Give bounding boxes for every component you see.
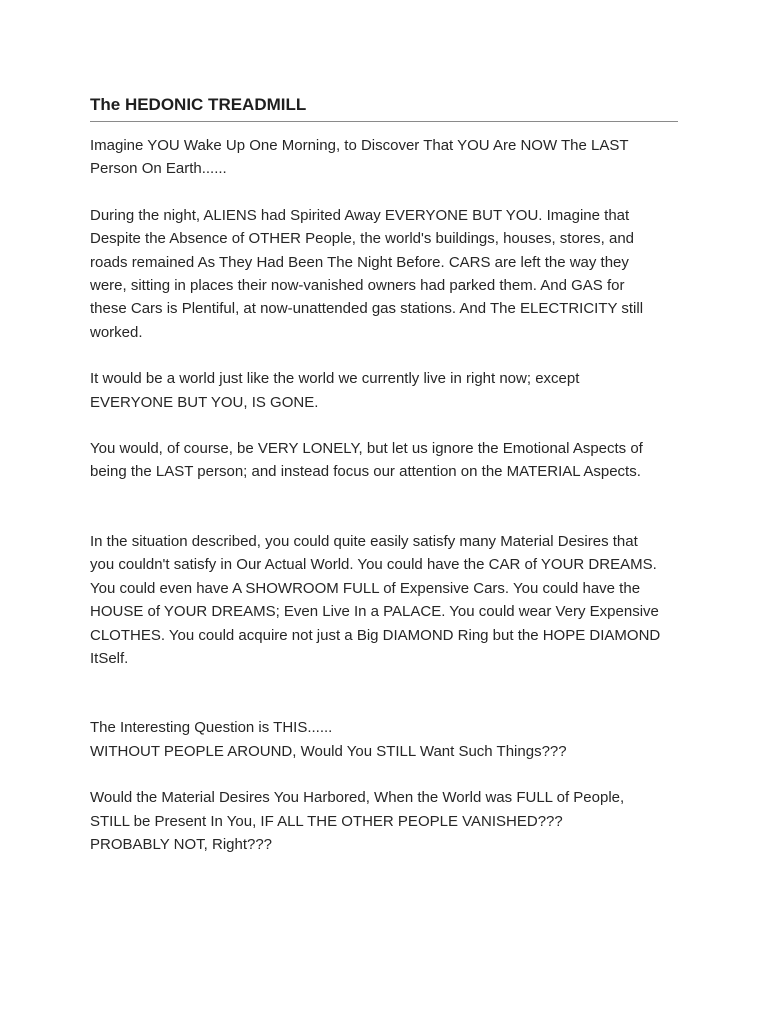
paragraph-line: STILL be Present In You, IF ALL THE OTHER PEOPLE VANISHED??? <box>90 812 563 830</box>
paragraph-line: were, sitting in places their now-vanished owners had parked them. And GAS for <box>90 277 625 295</box>
paragraph-line: being the LAST person; and instead focus our attention on the MATERIAL Aspects. <box>90 463 641 481</box>
paragraph-line: During the night, ALIENS had Spirited Away EVERYONE BUT YOU. Imagine that <box>90 206 630 224</box>
paragraph-world <box>90 367 678 414</box>
paragraph-line: Person On Earth...... <box>90 160 227 178</box>
paragraph-line: It would be a world just like the world we currently live in right now; except <box>90 370 580 388</box>
paragraph-aliens <box>90 204 678 344</box>
paragraph-desires <box>90 530 678 670</box>
document-page <box>90 94 678 856</box>
paragraph-line: worked. <box>90 323 143 341</box>
document-title: The HEDONIC TREADMILL <box>90 94 678 122</box>
paragraph-intro <box>90 134 678 181</box>
paragraph-line: HOUSE of YOUR DREAMS; Even Live In a PALACE. You could wear Very Expensive <box>90 603 659 621</box>
paragraph-line: In the situation described, you could quite easily satisfy many Material Desires that <box>90 532 638 550</box>
paragraph-lonely <box>90 437 678 484</box>
paragraph-line: roads remained As They Had Been The Night Before. CARS are left the way they <box>90 253 629 271</box>
paragraph-line: you couldn't satisfy in Our Actual World. You could have the CAR of YOUR DREAMS. <box>90 556 657 574</box>
paragraph-line: Imagine YOU Wake Up One Morning, to Discover That YOU Are NOW The LAST <box>90 137 629 154</box>
paragraph-line: ItSelf. <box>90 649 129 667</box>
paragraph-line: CLOTHES. You could acquire not just a Big DIAMOND Ring but the HOPE DIAMOND <box>90 626 661 644</box>
paragraph-line: Would the Material Desires You Harbored, When the World was FULL of People, <box>90 789 625 807</box>
paragraph-line: You would, of course, be VERY LONELY, but let us ignore the Emotional Aspects of <box>90 440 643 458</box>
paragraph-conclusion <box>90 786 678 856</box>
paragraph-line: these Cars is Plentiful, at now-unattended gas stations. And The ELECTRICITY still <box>90 300 644 318</box>
paragraph-line: WITHOUT PEOPLE AROUND, Would You STILL Want Such Things??? <box>90 742 567 760</box>
paragraph-line: The Interesting Question is THIS...... <box>90 719 333 737</box>
paragraph-line: EVERYONE BUT YOU, IS GONE. <box>90 393 319 411</box>
paragraph-line: You could even have A SHOWROOM FULL of Expensive Cars. You could have the <box>90 579 641 597</box>
paragraph-question <box>90 716 678 763</box>
paragraph-line: PROBABLY NOT, Right??? <box>90 835 273 853</box>
paragraph-line: Despite the Absence of OTHER People, the world's buildings, houses, stores, and <box>90 230 634 248</box>
document-body <box>90 134 678 856</box>
